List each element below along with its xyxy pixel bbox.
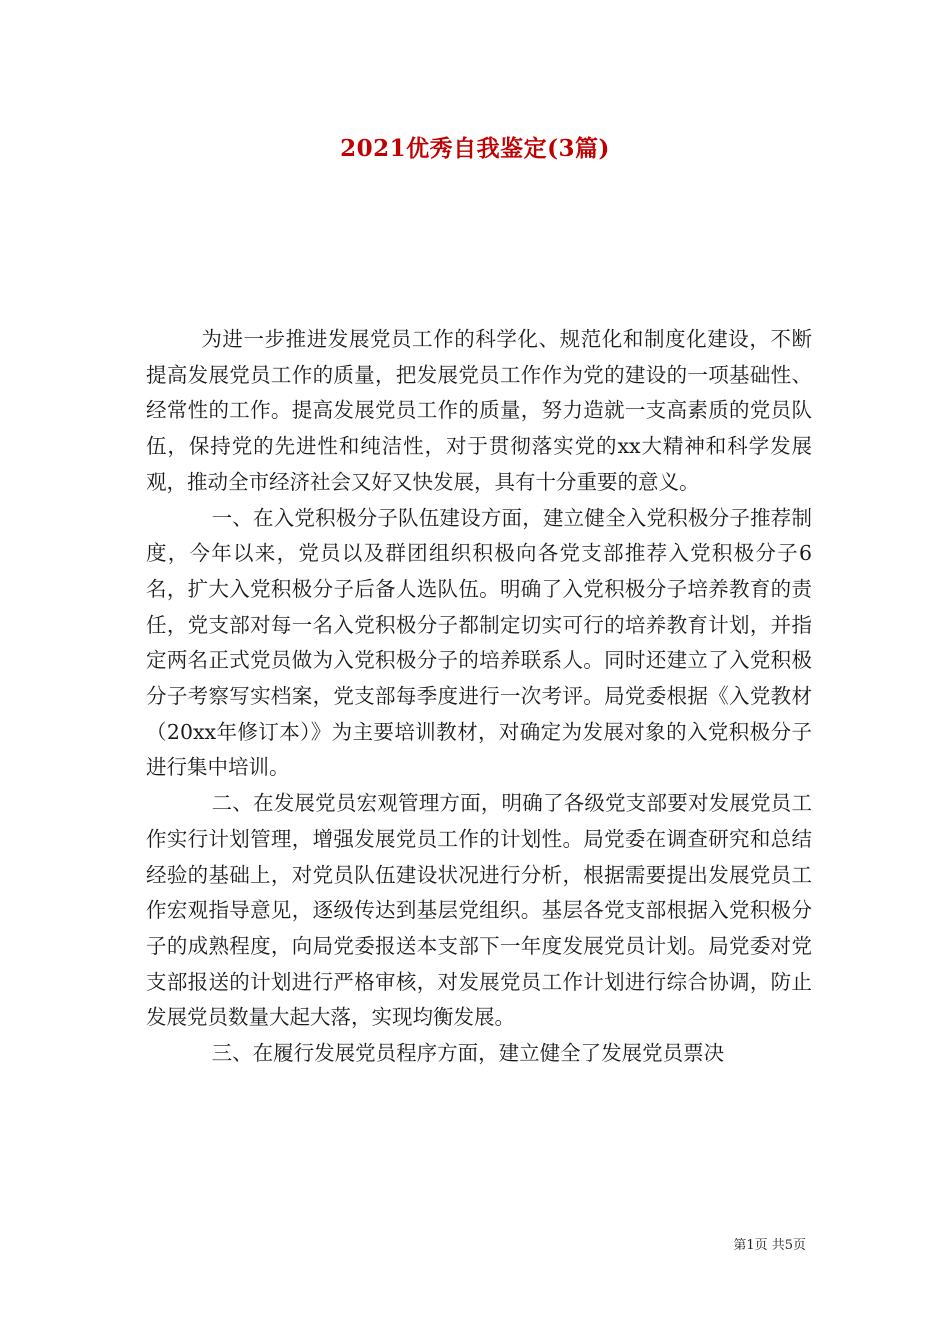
document-body <box>146 322 812 1072</box>
paragraph-section-1: 一、在入党积极分子队伍建设方面，建立健全入党积极分子推荐制度，今年以来，党员以及群团组织积极向各党支部推荐入党积极分子6名，扩大入党积极分子后备人选队伍。明确了入党积极分子培养教育的责任，党支部对每一名入党积极分子都制定切实可行的培养教育计划，并指定两名正式党员做为入党积极分子的培养联系人。同时还建立了入党积极分子考察写实档案，党支部每季度进行一次考评。局党委根据《入党教材（20xx年修订本）》为主要培训教材，对确定为发展对象的入党积极分子进行集中培训。 <box>146 505 812 780</box>
paragraph-section-2: 二、在发展党员宏观管理方面，明确了各级党支部要对发展党员工作实行计划管理，增强发展党员工作的计划性。局党委在调查研究和总结经验的基础上，对党员队伍建设状况进行分析，根据需要提出发展党员工作宏观指导意见，逐级传达到基层党组织。基层各党支部根据入党积极分子的成熟程度，向局党委报送本支部下一年度发展党员计划。局党委对党支部报送的计划进行严格审核，对发展党员工作计划进行综合协调，防止发展党员数量大起大落，实现均衡发展。 <box>146 791 812 1030</box>
document-title: 2021优秀自我鉴定(3篇) <box>340 135 610 162</box>
paragraph-section-3: 三、在履行发展党员程序方面，建立健全了发展党员票决 <box>211 1041 725 1066</box>
paragraph-intro: 为进一步推进发展党员工作的科学化、规范化和制度化建设，不断提高发展党员工作的质量，把发展党员工作作为党的建设的一项基础性、经常性的工作。提高发展党员工作的质量，努力造就一支高素质的党员队伍，保持党的先进性和纯洁性，对于贯彻落实党的xx大精神和科学发展观，推动全市经济社会又好又快发展，具有十分重要的意义。 <box>146 327 812 494</box>
page-number: 第1页 共5页 <box>733 1238 806 1253</box>
